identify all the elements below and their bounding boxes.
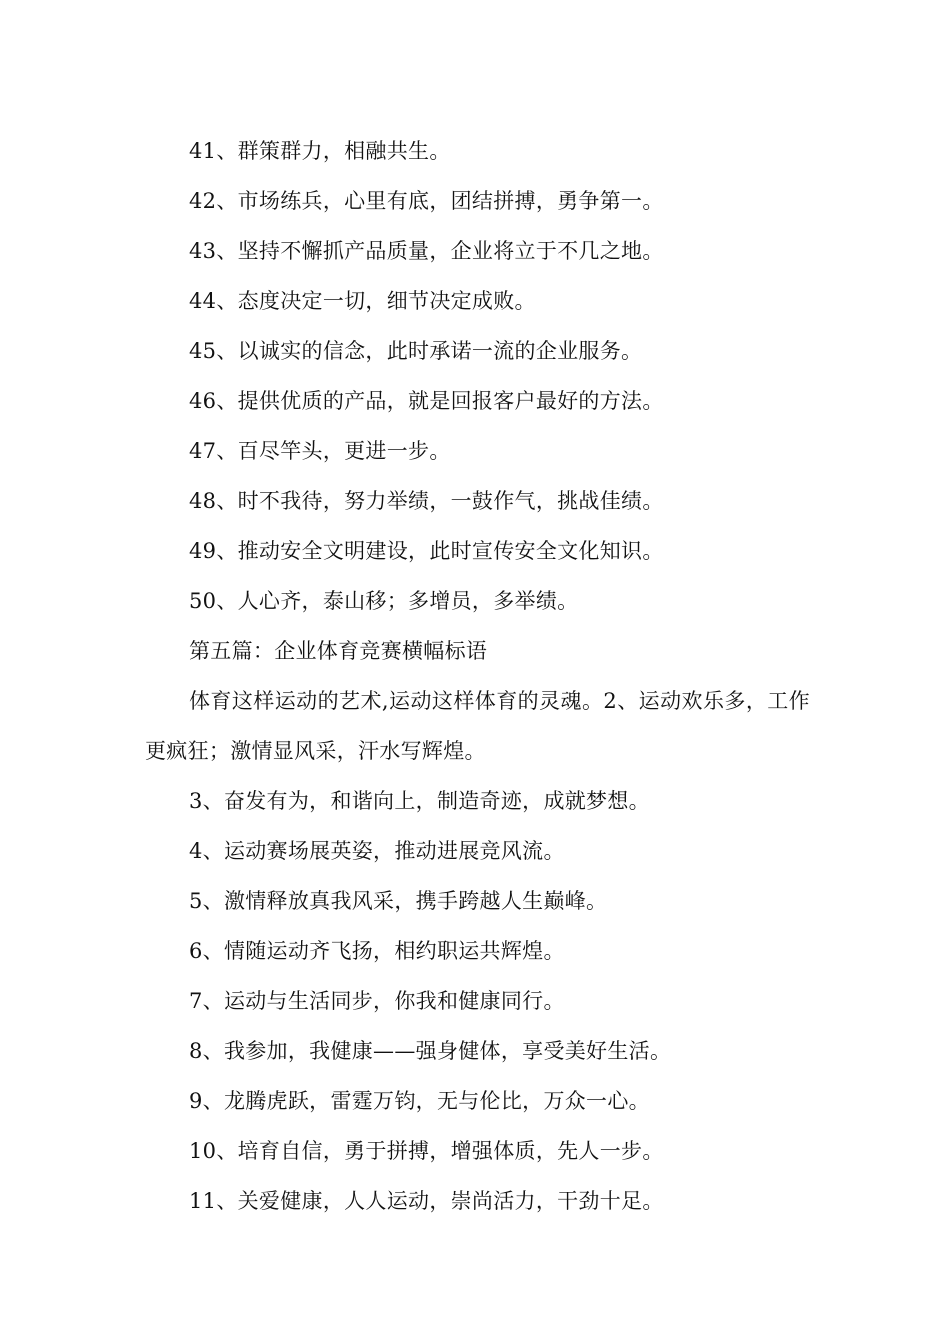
paragraph-5: 5、激情释放真我风采，携手跨越人生巅峰。 (189, 889, 608, 913)
paragraph-43: 43、坚持不懈抓产品质量，企业将立于不几之地。 (189, 239, 664, 263)
paragraph-4: 4、运动赛场展英姿，推动进展竞风流。 (189, 839, 565, 863)
paragraph-50: 50、人心齐，泰山移；多增员，多举绩。 (189, 589, 579, 613)
paragraph-44: 44、态度决定一切，细节决定成败。 (189, 289, 536, 313)
paragraph-11: 11、关爱健康，人人运动，崇尚活力，干劲十足。 (189, 1189, 664, 1213)
paragraph-6: 6、情随运动齐飞扬，相约职运共辉煌。 (189, 939, 565, 963)
paragraph-3: 3、奋发有为，和谐向上，制造奇迹，成就梦想。 (189, 789, 650, 813)
paragraph-41: 41、群策群力，相融共生。 (189, 139, 451, 163)
section-heading: 第五篇：企业体育竞赛横幅标语 (189, 639, 488, 663)
paragraph-42: 42、市场练兵，心里有底，团结拼搏，勇争第一。 (189, 189, 664, 213)
paragraph-9: 9、龙腾虎跃，雷霆万钧，无与伦比，万众一心。 (189, 1089, 650, 1113)
paragraph-8: 8、我参加，我健康——强身健体，享受美好生活。 (189, 1039, 672, 1063)
paragraph-45: 45、以诚实的信念，此时承诺一流的企业服务。 (189, 339, 643, 363)
paragraph-7: 7、运动与生活同步，你我和健康同行。 (189, 989, 565, 1013)
paragraph-49: 49、推动安全文明建设，此时宣传安全文化知识。 (189, 539, 664, 563)
paragraph-46: 46、提供优质的产品，就是回报客户最好的方法。 (189, 389, 664, 413)
document-body (145, 126, 810, 1226)
paragraph-10: 10、培育自信，勇于拼搏，增强体质，先人一步。 (189, 1139, 664, 1163)
paragraph-47: 47、百尽竿头，更进一步。 (189, 439, 451, 463)
paragraph-48: 48、时不我待，努力举绩，一鼓作气，挑战佳绩。 (189, 489, 664, 513)
paragraph-intro: 体育这样运动的艺术,运动这样体育的灵魂。2、运动欢乐多，工作更疯狂；激情显风采，汗水写辉煌。 (145, 689, 810, 763)
